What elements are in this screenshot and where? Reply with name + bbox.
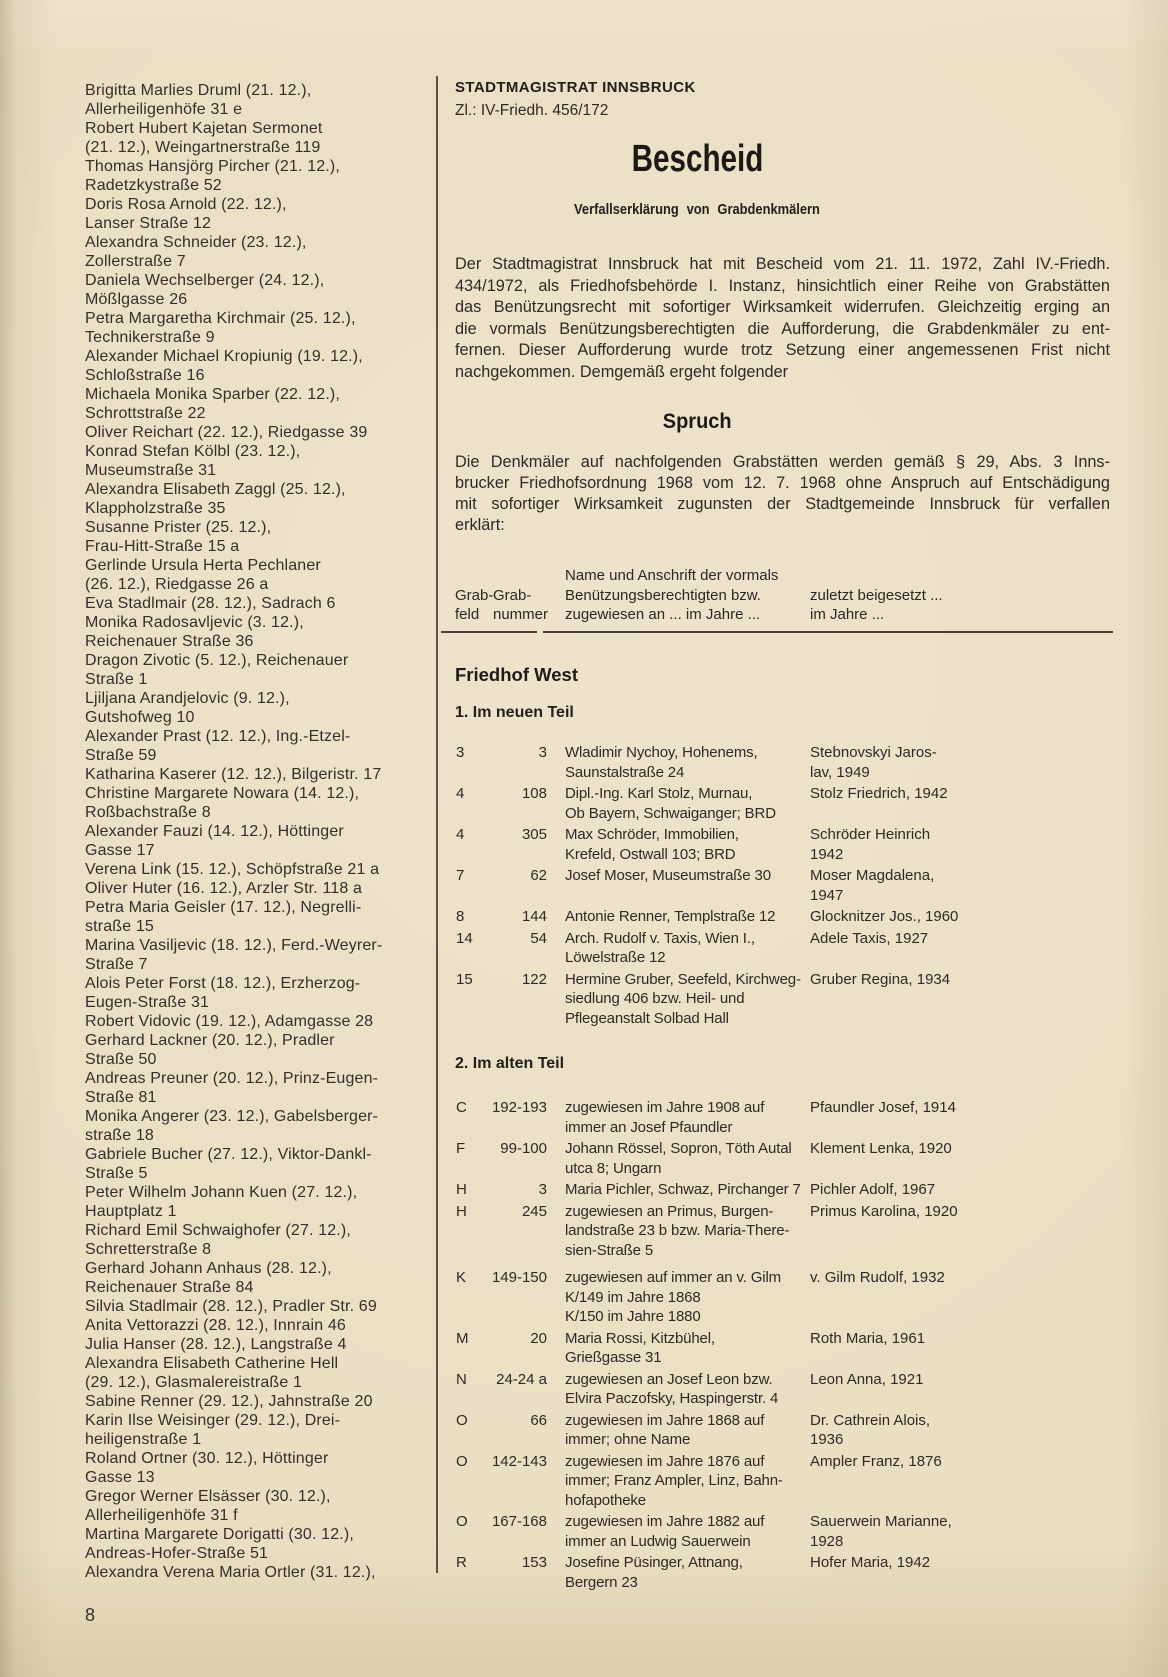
table-row <box>455 1512 1115 1551</box>
list-line: Alexandra Elisabeth Zaggl (25. 12.), <box>85 481 346 498</box>
cell-line: zugewiesen an Primus, Burgen- <box>565 1202 774 1220</box>
list-line: Sabine Renner (29. 12.), Jahnstraße 20 <box>85 1393 373 1410</box>
list-line: Brigitta Marlies Druml (21. 12.), <box>85 82 312 99</box>
list-line: Straße 1 <box>85 671 148 688</box>
cell-line: zugewiesen auf immer an v. Gilm <box>565 1269 781 1286</box>
grabnummer-cell: 66 <box>530 1411 547 1429</box>
header-line: Name und Anschrift der vormals <box>565 567 779 584</box>
list-line: (21. 12.), Weingartnerstraße 119 <box>85 139 321 156</box>
name-anschrift-cell <box>547 866 792 905</box>
cell-line: zugewiesen im Jahre 1868 auf <box>565 1411 765 1429</box>
list-line: Alexandra Elisabeth Catherine Hell <box>85 1355 339 1372</box>
cell-line: Maria Rossi, Kitzbühel, <box>565 1329 715 1347</box>
grabfeld-cell: M <box>456 1329 469 1347</box>
list-line: Michaela Monika Sparber (22. 12.), <box>85 386 340 403</box>
header-line: feld <box>455 606 480 623</box>
table-row <box>455 1139 1115 1178</box>
zuletzt-beigesetzt-cell <box>792 1553 1114 1592</box>
list-line: Daniela Wechselberger (24. 12.), <box>85 272 325 289</box>
list-line: Straße 59 <box>85 747 157 764</box>
table-rows-alter-teil <box>455 1098 1115 1594</box>
zuletzt-beigesetzt-cell <box>792 1098 1114 1137</box>
cell-line: sien-Straße 5 <box>565 1241 654 1259</box>
paragraph-line: 434/1972, als Friedhofsbehörde I. Instanz, hinsichtlich einer Reihe von Grabstätten <box>455 276 1110 295</box>
grabnummer-cell: 54 <box>530 929 547 947</box>
grabfeld-cell: 7 <box>456 867 465 884</box>
cell-line: Saunstalstraße 24 <box>565 763 685 781</box>
list-line: Gerhard Johann Anhaus (28. 12.), <box>85 1260 332 1277</box>
list-line: Alexander Prast (12. 12.), Ing.-Etzel- <box>85 728 351 745</box>
header-line: im Jahre ... <box>810 606 885 623</box>
issuer-name: STADTMAGISTRAT INNSBRUCK <box>455 79 696 96</box>
cell-line: 1947 <box>810 886 844 904</box>
list-line: Oliver Reichart (22. 12.), Riedgasse 39 <box>85 424 368 441</box>
grabnummer-cell: 24-24 a <box>496 1370 547 1388</box>
table-rows-neuer-teil <box>455 743 1115 1030</box>
cell-line: Stebnovskyi Jaros- <box>810 744 937 761</box>
cell-line: Max Schröder, Immobilien, <box>565 826 739 843</box>
zuletzt-beigesetzt-cell <box>792 1452 1114 1511</box>
spruch-heading-wrap <box>455 410 939 434</box>
section-title: Friedhof West <box>455 664 578 685</box>
list-line: Robert Hubert Kajetan Sermonet <box>85 120 323 137</box>
list-line: Marina Vasiljevic (18. 12.), Ferd.-Weyrer- <box>85 937 383 954</box>
paragraph-line: brucker Friedhofsordnung 1968 vom 12. 7. 1968 ohne Anspruch auf Entschädigung <box>455 474 1110 492</box>
list-line: Schloßstraße 16 <box>85 367 205 384</box>
list-line: Gasse 17 <box>85 842 155 859</box>
table-row <box>455 1370 1115 1409</box>
list-line: Lanser Straße 12 <box>85 215 212 232</box>
paragraph-line: das Benützungsrecht mit sofortiger Wirksamkeit widerrufen. Gleichzeitig erging an <box>455 298 1110 316</box>
cell-line: Dr. Cathrein Alois, <box>810 1411 931 1429</box>
list-line: Dragon Zivotic (5. 12.), Reichenauer <box>85 652 349 669</box>
cell-line: Johann Rössel, Sopron, Töth Autal <box>565 1140 792 1157</box>
list-line: Gutshofweg 10 <box>85 709 195 726</box>
header-line: Grab- <box>493 586 532 604</box>
table-row <box>455 1411 1115 1450</box>
cell-line: Pflegeanstalt Solbad Hall <box>565 1009 729 1027</box>
list-line: Konrad Stefan Kölbl (23. 12.), <box>85 443 301 460</box>
cell-line: Löwelstraße 12 <box>565 949 666 966</box>
cell-line: Pichler Adolf, 1967 <box>810 1181 936 1198</box>
cell-line: immer an Josef Pfaundler <box>565 1118 733 1136</box>
header-rule-left <box>441 631 537 633</box>
cell-line: Wladimir Nychoy, Hohenems, <box>565 744 758 761</box>
header-line: Grab- <box>455 586 494 604</box>
cell-line: Krefeld, Ostwall 103; BRD <box>565 845 736 863</box>
table-header <box>455 566 1115 625</box>
zuletzt-beigesetzt-cell <box>792 1411 1114 1450</box>
name-anschrift-cell <box>547 1411 792 1450</box>
list-line: Alois Peter Forst (18. 12.), Erzherzog- <box>85 975 361 992</box>
cell-line: immer; ohne Name <box>565 1431 691 1448</box>
list-line: Alexandra Schneider (23. 12.), <box>85 234 307 251</box>
list-line: Allerheiligenhöfe 31 f <box>85 1507 238 1524</box>
cell-line: Stolz Friedrich, 1942 <box>810 785 948 802</box>
list-line: Silvia Stadlmair (28. 12.), Pradler Str. 69 <box>85 1298 377 1315</box>
list-line: Eugen-Straße 31 <box>85 994 210 1011</box>
document-title-wrap <box>455 138 939 180</box>
name-anschrift-cell <box>547 743 792 782</box>
list-line: Alexandra Verena Maria Ortler (31. 12.), <box>85 1564 376 1581</box>
zuletzt-beigesetzt-cell <box>792 970 1114 1029</box>
list-line: (29. 12.), Glasmalereistraße 1 <box>85 1374 303 1391</box>
list-line: straße 18 <box>85 1127 154 1144</box>
list-line: heiligenstraße 1 <box>85 1431 202 1448</box>
cell-line: Ampler Franz, 1876 <box>810 1452 942 1470</box>
table-row <box>455 1268 1115 1327</box>
cell-line: Roth Maria, 1961 <box>810 1329 926 1347</box>
cell-line: Leon Anna, 1921 <box>810 1370 924 1388</box>
list-line: Straße 50 <box>85 1051 157 1068</box>
list-line: Oliver Huter (16. 12.), Arzler Str. 118 a <box>85 880 363 897</box>
name-anschrift-cell <box>547 1268 792 1327</box>
list-line: Ljiljana Arandjelovic (9. 12.), <box>85 690 290 707</box>
cell-line: Josef Moser, Museumstraße 30 <box>565 867 771 884</box>
grabfeld-cell: O <box>456 1452 468 1470</box>
list-line: Anita Vettorazzi (28. 12.), Innrain 46 <box>85 1317 346 1334</box>
cell-line: Grießgasse 31 <box>565 1349 662 1366</box>
header-line: nummer <box>493 606 549 623</box>
table-row <box>455 1098 1115 1137</box>
list-line: Thomas Hansjörg Pircher (21. 12.), <box>85 158 340 175</box>
intro-paragraph <box>455 254 1110 383</box>
list-line: Monika Radosavljevic (3. 12.), <box>85 614 304 631</box>
list-line: Julia Hanser (28. 12.), Langstraße 4 <box>85 1336 347 1353</box>
cell-line: Sauerwein Marianne, <box>810 1513 952 1530</box>
list-line: Gasse 13 <box>85 1469 155 1486</box>
grabfeld-cell: F <box>456 1140 466 1157</box>
cell-line: Maria Pichler, Schwaz, Pirchanger 7 <box>565 1181 801 1198</box>
name-anschrift-cell <box>547 1139 792 1178</box>
header-grabfeld <box>455 586 494 625</box>
cell-line: Arch. Rudolf v. Taxis, Wien I., <box>565 929 755 947</box>
table-row <box>455 784 1115 823</box>
grabnummer-cell: 144 <box>521 908 547 925</box>
grabfeld-cell: C <box>456 1099 467 1116</box>
cell-line: Glocknitzer Jos., 1960 <box>810 908 959 925</box>
table-row <box>455 1329 1115 1368</box>
list-line: Straße 81 <box>85 1089 157 1106</box>
cell-line: Antonie Renner, Templstraße 12 <box>565 908 776 925</box>
list-line: Museumstraße 31 <box>85 462 217 479</box>
list-line: Petra Margaretha Kirchmair (25. 12.), <box>85 310 356 327</box>
list-line: Peter Wilhelm Johann Kuen (27. 12.), <box>85 1184 358 1201</box>
table-row <box>455 929 1115 968</box>
cell-line: Josefine Püsinger, Attnang, <box>565 1554 743 1571</box>
paragraph-line: nachgekommen. Demgemäß ergeht folgender <box>455 362 789 381</box>
list-line: Verena Link (15. 12.), Schöpfstraße 21 a <box>85 861 380 878</box>
grabfeld-cell: K <box>456 1269 467 1286</box>
header-line: zugewiesen an ... im Jahre ... <box>565 606 761 623</box>
cell-line: zugewiesen im Jahre 1908 auf <box>565 1099 765 1116</box>
table-row <box>455 866 1115 905</box>
document-subtitle: Verfallserklärung von Grabdenkmälern <box>574 201 820 218</box>
list-line: Alexander Fauzi (14. 12.), Höttinger <box>85 823 344 840</box>
table-row <box>455 1452 1115 1511</box>
list-line: Roßbachstraße 8 <box>85 804 211 821</box>
cell-line: hofapotheke <box>565 1491 646 1509</box>
list-line: Andreas-Hofer-Straße 51 <box>85 1545 269 1562</box>
name-anschrift-cell <box>547 784 792 823</box>
grabfeld-cell: 4 <box>456 785 465 802</box>
list-line: Straße 7 <box>85 956 148 973</box>
cell-line: Elvira Paczofsky, Haspingerstr. 4 <box>565 1390 779 1407</box>
cell-line: zugewiesen an Josef Leon bzw. <box>565 1370 773 1388</box>
paragraph-line: Der Stadtmagistrat Innsbruck hat mit Bescheid vom 21. 11. 1972, Zahl IV.-Friedh. <box>455 255 1110 273</box>
cell-line: K/150 im Jahre 1880 <box>565 1308 701 1325</box>
subsection-1-title: 1. Im neuen Teil <box>455 704 574 721</box>
cell-line: Moser Magdalena, <box>810 867 935 884</box>
zuletzt-beigesetzt-cell <box>792 1139 1114 1178</box>
zuletzt-beigesetzt-cell <box>792 743 1114 782</box>
zuletzt-beigesetzt-cell <box>792 825 1114 864</box>
name-anschrift-cell <box>547 1553 792 1592</box>
name-anschrift-cell <box>547 1452 792 1511</box>
grabnummer-cell: 192-193 <box>491 1099 547 1116</box>
paragraph-line: Die Denkmäler auf nachfolgenden Grabstätten werden gemäß § 29, Abs. 3 Inns- <box>455 453 1110 471</box>
header-line: Benützungsberechtigten bzw. <box>565 586 761 604</box>
grabnummer-cell: 20 <box>530 1329 547 1347</box>
grabfeld-cell: 3 <box>456 744 465 761</box>
list-line: Roland Ortner (30. 12.), Höttinger <box>85 1450 329 1467</box>
zuletzt-beigesetzt-cell <box>792 929 1114 968</box>
header-rule-right <box>543 631 1113 633</box>
list-line: Susanne Prister (25. 12.), <box>85 519 272 536</box>
name-anschrift-cell <box>547 907 792 927</box>
list-line: Straße 5 <box>85 1165 148 1182</box>
list-line: Reichenauer Straße 36 <box>85 633 254 650</box>
list-line: Zollerstraße 7 <box>85 253 186 270</box>
zuletzt-beigesetzt-cell <box>792 784 1114 823</box>
grabnummer-cell: 153 <box>521 1554 547 1571</box>
list-line: Hauptplatz 1 <box>85 1203 177 1220</box>
grabnummer-cell: 3 <box>538 744 547 761</box>
zuletzt-beigesetzt-cell <box>792 1180 1114 1200</box>
header-name-anschrift <box>547 566 792 625</box>
cell-line: 1928 <box>810 1532 844 1550</box>
zuletzt-beigesetzt-cell <box>792 907 1114 927</box>
spruch-paragraph <box>455 452 1110 536</box>
list-line: (26. 12.), Riedgasse 26 a <box>85 576 269 593</box>
zuletzt-beigesetzt-cell <box>792 1329 1114 1368</box>
cell-line: Primus Karolina, 1920 <box>810 1202 958 1220</box>
cell-line: Gruber Regina, 1934 <box>810 970 951 988</box>
list-line: Klappholzstraße 35 <box>85 500 226 517</box>
cell-line: zugewiesen im Jahre 1876 auf <box>565 1452 765 1470</box>
grabnummer-cell: 305 <box>521 826 547 843</box>
cell-line: Hermine Gruber, Seefeld, Kirchweg- <box>565 970 801 988</box>
grabnummer-cell: 122 <box>521 970 547 988</box>
cell-line: Klement Lenka, 1920 <box>810 1140 952 1157</box>
list-line: Richard Emil Schwaighofer (27. 12.), <box>85 1222 351 1239</box>
cell-line: Hofer Maria, 1942 <box>810 1554 931 1571</box>
grabnummer-cell: 3 <box>538 1181 547 1198</box>
list-line: Robert Vidovic (19. 12.), Adamgasse 28 <box>85 1013 374 1030</box>
grabnummer-cell: 62 <box>530 867 547 884</box>
document-subtitle-wrap <box>455 201 939 219</box>
zuletzt-beigesetzt-cell <box>792 1268 1114 1327</box>
list-line: Andreas Preuner (20. 12.), Prinz-Eugen- <box>85 1070 379 1087</box>
cell-line: lav, 1949 <box>810 763 870 781</box>
paragraph-line: mit sofortiger Wirksamkeit zugunsten der Stadtgemeinde Innsbruck für verfallen <box>455 495 1110 513</box>
table-row <box>455 1553 1115 1592</box>
document-title: Bescheid <box>631 138 763 180</box>
table-row <box>455 1202 1115 1261</box>
name-anschrift-cell <box>547 1202 792 1261</box>
list-line: Eva Stadlmair (28. 12.), Sadrach 6 <box>85 595 336 612</box>
cell-line: Ob Bayern, Schwaiganger; BRD <box>565 804 776 822</box>
paragraph-line: fernen. Dieser Aufforderung wurde trotz Setzung einer angemessenen Frist nicht <box>455 341 1110 359</box>
cell-line: Dipl.-Ing. Karl Stolz, Murnau, <box>565 785 753 802</box>
cell-line: 1942 <box>810 845 844 863</box>
name-anschrift-cell <box>547 1370 792 1409</box>
paragraph-line: die vormals Benützungsberechtigten die Aufforderung, die Grabdenkmäler zu ent- <box>455 319 1110 338</box>
list-line: Alexander Michael Kropiunig (19. 12.), <box>85 348 363 365</box>
reference-number: Zl.: IV-Friedh. 456/172 <box>455 102 609 119</box>
grabfeld-cell: O <box>456 1411 468 1429</box>
list-line: Doris Rosa Arnold (22. 12.), <box>85 196 287 213</box>
list-line: Schretterstraße 8 <box>85 1241 212 1258</box>
zuletzt-beigesetzt-cell <box>792 1370 1114 1409</box>
grabfeld-cell: 14 <box>456 929 473 947</box>
grabfeld-cell: 4 <box>456 826 465 843</box>
cell-line: landstraße 23 b bzw. Maria-There- <box>565 1222 790 1239</box>
grabfeld-cell: 15 <box>456 970 473 988</box>
list-line: Technikerstraße 9 <box>85 329 215 346</box>
deaths-list-column <box>85 81 435 1582</box>
grabfeld-cell: R <box>456 1554 467 1571</box>
grabfeld-cell: 8 <box>456 908 465 925</box>
name-anschrift-cell <box>547 970 801 1029</box>
table-row <box>455 1180 1115 1200</box>
list-line: Karin Ilse Weisinger (29. 12.), Drei- <box>85 1412 341 1429</box>
name-anschrift-cell <box>547 1180 801 1200</box>
list-line: Petra Maria Geisler (17. 12.), Negrelli- <box>85 899 362 916</box>
grabfeld-cell: H <box>456 1202 467 1220</box>
cell-line: K/149 im Jahre 1868 <box>565 1288 701 1306</box>
list-line: Katharina Kaserer (12. 12.), Bilgeristr. 17 <box>85 766 382 783</box>
list-line: Allerheiligenhöfe 31 e <box>85 101 243 118</box>
list-line: Gabriele Bucher (27. 12.), Viktor-Dankl- <box>85 1146 372 1163</box>
cell-line: immer; Franz Ampler, Linz, Bahn- <box>565 1472 783 1489</box>
zuletzt-beigesetzt-cell <box>792 1202 1114 1261</box>
cell-line: 1936 <box>810 1431 844 1448</box>
paragraph-line: erklärt: <box>455 516 505 534</box>
list-line: straße 15 <box>85 918 154 935</box>
list-line: Gregor Werner Elsässer (30. 12.), <box>85 1488 331 1505</box>
grabfeld-cell: O <box>456 1513 468 1530</box>
page-number: 8 <box>85 1605 96 1625</box>
name-anschrift-cell <box>547 1329 792 1368</box>
cell-line: v. Gilm Rudolf, 1932 <box>810 1269 945 1286</box>
list-line: Mößlgasse 26 <box>85 291 188 308</box>
grabfeld-cell: N <box>456 1370 467 1388</box>
cell-line: Bergern 23 <box>565 1573 638 1591</box>
zuletzt-beigesetzt-cell <box>792 866 1114 905</box>
list-line: Frau-Hitt-Straße 15 a <box>85 538 240 555</box>
table-row <box>455 743 1115 782</box>
cell-line: Adele Taxis, 1927 <box>810 929 929 947</box>
table-row <box>455 825 1115 864</box>
cell-line: siedlung 406 bzw. Heil- und <box>565 990 745 1007</box>
name-anschrift-cell <box>547 1098 792 1137</box>
grabnummer-cell: 167-168 <box>491 1513 547 1530</box>
table-row <box>455 907 1115 927</box>
column-divider-line <box>436 76 438 1573</box>
cell-line: immer an Ludwig Sauerwein <box>565 1532 751 1550</box>
name-anschrift-cell <box>547 1512 792 1551</box>
grabnummer-cell: 99-100 <box>500 1140 547 1157</box>
list-line: Christine Margarete Nowara (14. 12.), <box>85 785 360 802</box>
name-anschrift-cell <box>547 825 792 864</box>
list-line: Radetzkystraße 52 <box>85 177 222 194</box>
list-line: Gerhard Lackner (20. 12.), Pradler <box>85 1032 335 1049</box>
table-row <box>455 970 1115 1029</box>
header-line: zuletzt beigesetzt ... <box>810 586 943 604</box>
spruch-heading: Spruch <box>662 410 732 433</box>
list-line: Schrottstraße 22 <box>85 405 206 422</box>
header-zuletzt-beigesetzt <box>792 586 1114 625</box>
grabnummer-cell: 245 <box>521 1202 547 1220</box>
cell-line: Pfaundler Josef, 1914 <box>810 1099 956 1116</box>
list-line: Gerlinde Ursula Herta Pechlaner <box>85 557 321 574</box>
name-anschrift-cell <box>547 929 792 968</box>
list-line: Reichenauer Straße 84 <box>85 1279 254 1296</box>
zuletzt-beigesetzt-cell <box>792 1512 1114 1551</box>
grabnummer-cell: 142-143 <box>491 1452 547 1470</box>
header-grabnummer <box>491 586 547 625</box>
grabfeld-cell: H <box>456 1181 467 1198</box>
grabnummer-cell: 108 <box>521 785 547 802</box>
list-line: Monika Angerer (23. 12.), Gabelsberger- <box>85 1108 379 1125</box>
subsection-2-title: 2. Im alten Teil <box>455 1055 565 1072</box>
cell-line: utca 8; Ungarn <box>565 1159 662 1177</box>
cell-line: Schröder Heinrich <box>810 826 931 843</box>
grabnummer-cell: 149-150 <box>491 1269 547 1286</box>
cell-line: zugewiesen im Jahre 1882 auf <box>565 1513 765 1530</box>
list-line: Martina Margarete Dorigatti (30. 12.), <box>85 1526 354 1543</box>
notice-column <box>455 0 1115 1677</box>
